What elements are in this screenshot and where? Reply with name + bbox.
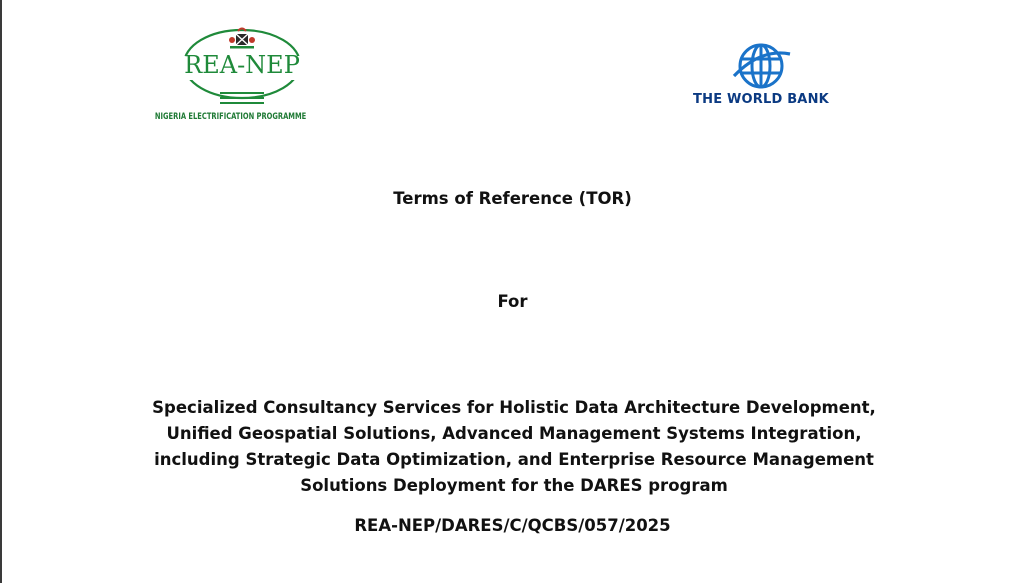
world-bank-logo — [670, 42, 852, 112]
document-title: Terms of Reference (TOR) — [393, 189, 632, 208]
globe-icon — [728, 42, 794, 90]
reference-number: REA-NEP/DARES/C/QCBS/057/2025 — [354, 516, 671, 535]
rea-nep-wordmark: REA-NEP — [184, 51, 300, 79]
for-label: For — [497, 292, 528, 311]
rea-nep-tagline: NIGERIA ELECTRIFICATION PROGRAMME — [154, 112, 307, 122]
services-title: Specialized Consultancy Services for Holistic Data Architecture Development, Unified Geospatial Solutions, Advanced Management Systems Integration, including Strategic Data Optimization, and Enterprise Resource Management Solutions Deployment for the DARES program — [152, 398, 876, 495]
world-bank-wordmark: THE WORLD BANK — [693, 92, 829, 107]
rea-nep-logo — [147, 26, 337, 126]
